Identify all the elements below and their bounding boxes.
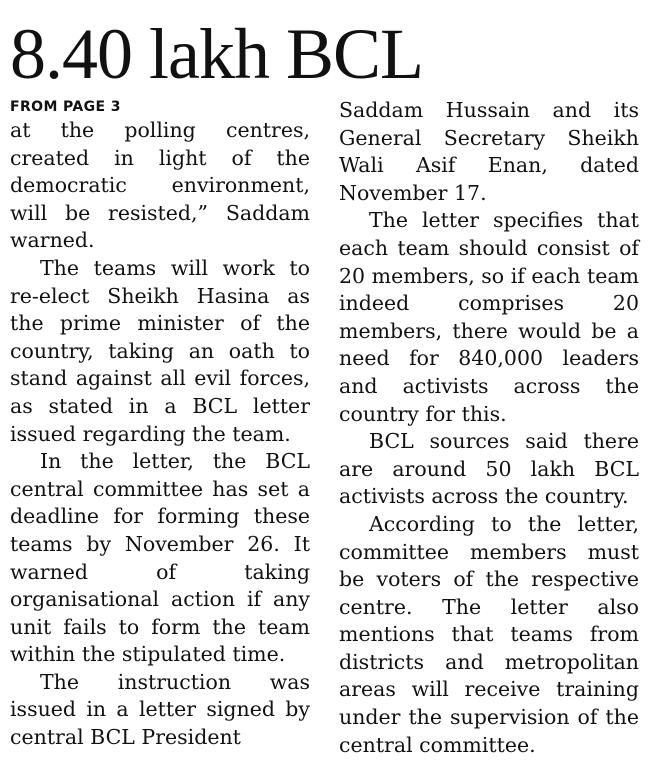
article-column-right (339, 97, 639, 759)
article-paragraph: The teams will work to re-elect Sheikh Hasina as the prime minister of the country, taking an oath to stand against all evil forces, as stated in a BCL letter issued regarding the team. (10, 255, 310, 446)
article-paragraph: at the polling centres, created in light of the democratic environment, will be resisted,” Saddam warned. (10, 118, 310, 253)
article-paragraph: BCL sources said there are around 50 lakh BCL activists across the country. (339, 429, 639, 509)
article-paragraph: Saddam Hussain and its General Secretary Sheikh Wali Asif Enan, dated November 17. (339, 98, 639, 205)
article-column-left (10, 97, 310, 752)
headline: 8.40 lakh BCL (10, 14, 423, 94)
article-paragraph: The letter specifies that each team should consist of 20 members, so if each team indeed comprises 20 members, there would be a need for 840,000 leaders and activists across the country for this. (339, 208, 639, 426)
article-paragraph: In the letter, the BCL central committee has set a deadline for forming these teams by November 26. It warned of taking organisational action if any unit fails to form the team within the stipulated time. (10, 449, 310, 667)
continuation-label: FROM PAGE 3 (10, 99, 121, 115)
article-paragraph: The instruction was issued in a letter signed by central BCL President (10, 669, 310, 750)
article-paragraph: According to the letter, committee members must be voters of the respective centre. The letter also mentions that teams from districts and metropolitan areas will receive training under the supervision of the central committee. (339, 511, 639, 757)
